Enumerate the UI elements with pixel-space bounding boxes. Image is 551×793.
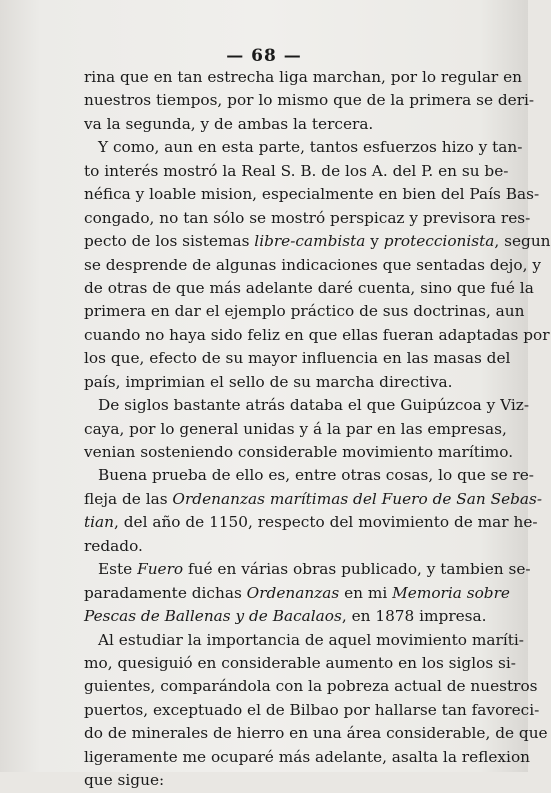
paragraph-6 [84, 629, 548, 793]
text-line: venian sosteniendo considerable movimiento marítimo. [84, 443, 514, 461]
text-line: primera en dar el ejemplo práctico de sus doctrinas, aun [84, 302, 525, 321]
paragraph-4 [84, 464, 543, 558]
text-line: Y como, aun en esta parte, tantos esfuerzos hizo y tan- [98, 138, 523, 157]
text-line: que sigue: [84, 771, 165, 790]
text-line: los que, efecto de su mayor influencia en las masas del [84, 349, 511, 368]
text-line: Este Fuero fué en várias obras publicado, y tambien se- [98, 560, 531, 579]
text-line: de otras de que más adelante daré cuenta, sino que fué la [84, 278, 534, 297]
paragraph-2 [84, 136, 551, 394]
text-line: do de minerales de hierro en una área considerable, de que [84, 724, 548, 743]
paragraph-1 [84, 66, 535, 136]
text-line: se desprende de algunas indicaciones que sentadas dejo, y [84, 255, 541, 274]
text-line: guientes, comparándola con la pobreza actual de nuestros [84, 677, 538, 696]
text-line: Al estudiar la importancia de aquel movimiento maríti- [98, 630, 524, 649]
text-line: va la segunda, y de ambas la tercera. [84, 114, 374, 133]
text-line: redado. [84, 536, 143, 555]
text-line: rina que en tan estrecha liga marchan, por lo regular en [84, 68, 523, 86]
text-line: puertos, exceptuado el de Bilbao por hallarse tan favoreci- [84, 700, 540, 719]
body-text [84, 66, 551, 793]
text-line: néfica y loable mision, especialmente en bien del País Bas- [84, 185, 540, 204]
text-line: to interés mostró la Real S. B. de los A. del P. en su be- [84, 161, 509, 180]
text-line: cuando no haya sido feliz en que ellas fueran adaptadas por [84, 325, 550, 344]
text-line: caya, por lo general unidas y á la par en las empresas, [84, 419, 507, 438]
text-line: congado, no tan sólo se mostró perspicaz y previsora res- [84, 208, 531, 227]
text-line: ligeramente me ocuparé más adelante, asalta la reflexion [84, 747, 530, 766]
page-number: — 68 — [226, 46, 302, 66]
text-line: paradamente dichas Ordenanzas en mi Memoria sobre [84, 583, 510, 602]
paragraph-3 [84, 394, 530, 464]
text-line: Buena prueba de ello es, entre otras cosas, lo que se re- [98, 466, 534, 485]
text-line: mo, quesiguió en considerable aumento en los siglos si- [84, 653, 516, 672]
text-line: Pescas de Ballenas y de Bacalaos, en 1878 impresa. [84, 607, 487, 626]
text-line: fleja de las Ordenanzas marítimas del Fuero de San Sebas- [84, 489, 543, 508]
paragraph-5 [84, 558, 531, 628]
text-line: país, imprimian el sello de su marcha directiva. [84, 372, 453, 391]
text-line: nuestros tiempos, por lo mismo que de la primera se deri- [84, 91, 535, 110]
text-line: pecto de los sistemas libre-cambista y proteccionista, segun [84, 232, 551, 251]
text-line: tian, del año de 1150, respecto del movimiento de mar he- [84, 513, 538, 532]
text-line: De siglos bastante atrás databa el que Guipúzcoa y Viz- [98, 396, 530, 415]
